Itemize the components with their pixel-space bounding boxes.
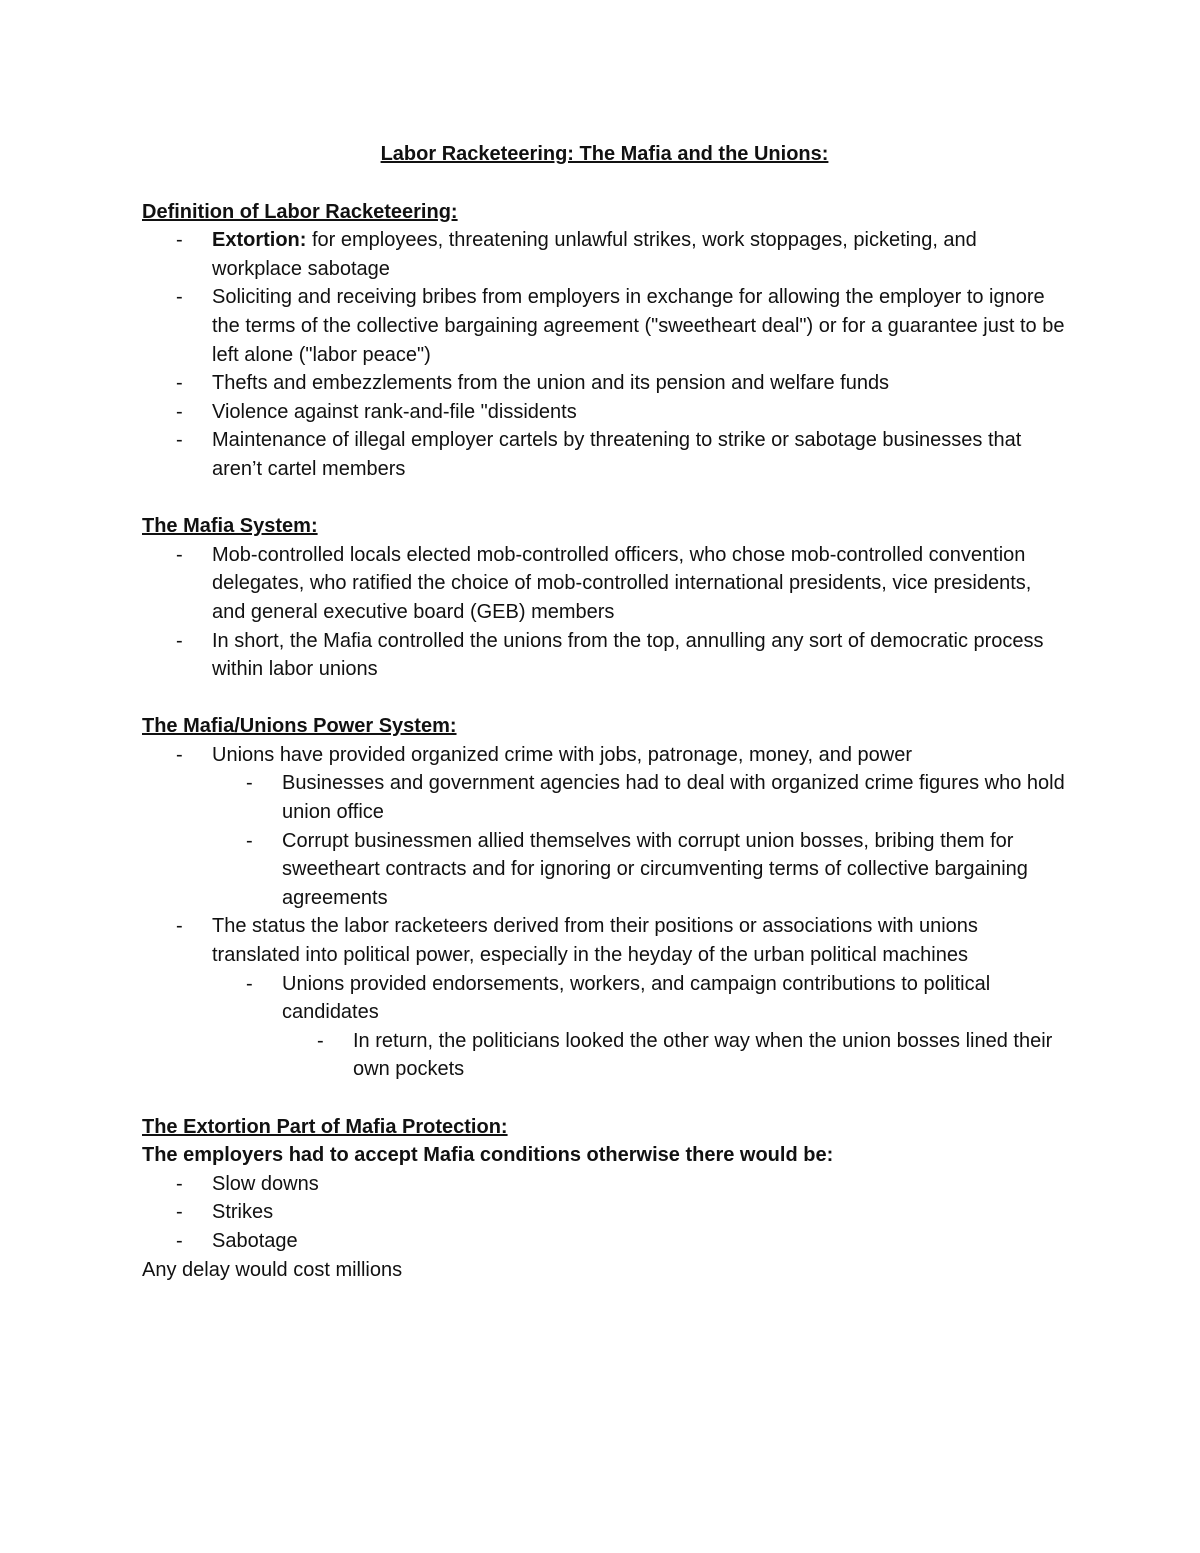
list-item	[142, 541, 1067, 627]
list-item-nested	[142, 769, 1067, 826]
item-text: In short, the Mafia controlled the unions from the top, annulling any sort of democratic process within labor unions	[212, 629, 1044, 681]
bullet-dash: -	[317, 1029, 324, 1052]
item-text: Unions have provided organized crime with jobs, patronage, money, and power	[212, 743, 913, 766]
list-item	[142, 912, 1067, 969]
list-item-nested-deep	[142, 1027, 1067, 1084]
bullet-dash: -	[246, 772, 253, 795]
list-item	[142, 1170, 1067, 1199]
section-heading-power-system: The Mafia/Unions Power System:	[142, 715, 457, 738]
power-system-list	[142, 741, 1067, 1084]
section-heading-mafia-system: The Mafia System:	[142, 515, 318, 538]
item-text: for employees, threatening unlawful strikes, work stoppages, picketing, and workplace sabotage	[212, 229, 977, 280]
document-title: Labor Racketeering: The Mafia and the Unions:	[380, 143, 829, 165]
item-text: In return, the politicians looked the other way when the union bosses lined their own pockets	[353, 1029, 1053, 1081]
bullet-dash: -	[176, 1201, 183, 1224]
closing-line: Any delay would cost millions	[142, 1258, 403, 1281]
item-text: Sabotage	[212, 1229, 298, 1252]
list-item	[142, 741, 1067, 770]
item-text: Corrupt businessmen allied themselves with corrupt union bosses, bribing them for sweetheart contracts and for ignoring or circumventing terms of collective bargaining agreements	[282, 829, 1028, 909]
list-item	[142, 1198, 1067, 1227]
list-item	[142, 283, 1067, 369]
extortion-list	[142, 1170, 1067, 1256]
bullet-dash: -	[176, 229, 183, 252]
bullet-dash: -	[176, 400, 183, 423]
list-item-nested	[142, 827, 1067, 913]
spacer	[142, 684, 1067, 713]
item-lead-term: Extortion:	[212, 229, 307, 252]
item-text: Strikes	[212, 1201, 274, 1224]
section-heading-extortion: The Extortion Part of Mafia Protection:	[142, 1115, 508, 1138]
section-subheading: The employers had to accept Mafia conditions otherwise there would be:	[142, 1144, 834, 1167]
list-item-nested	[142, 970, 1067, 1027]
item-text: Mob-controlled locals elected mob-controlled officers, who chose mob-controlled convention delegates, who ratified the choice of mob-controlled international presidents, vice presidents, and general executive board (GEB) members	[212, 543, 1032, 623]
item-text: Unions provided endorsements, workers, and campaign contributions to political candidates	[282, 972, 991, 1024]
document-page	[142, 140, 1067, 1284]
item-text: The status the labor racketeers derived from their positions or associations with unions translated into political power, especially in the heyday of the urban political machines	[212, 915, 978, 967]
list-item	[142, 1227, 1067, 1256]
list-item	[142, 426, 1067, 483]
bullet-dash: -	[176, 1229, 183, 1252]
list-item	[142, 369, 1067, 398]
list-item	[142, 226, 1067, 283]
bullet-dash: -	[176, 629, 183, 652]
bullet-dash: -	[176, 915, 183, 938]
bullet-dash: -	[246, 972, 253, 995]
item-text: Soliciting and receiving bribes from employers in exchange for allowing the employer to ignore the terms of the collective bargaining agreement ("sweetheart deal") or for a guarantee just to be left alone ("labor peace")	[212, 286, 1065, 366]
item-text: Slow downs	[212, 1172, 319, 1195]
mafia-system-list	[142, 541, 1067, 684]
spacer	[142, 169, 1067, 198]
item-text: Thefts and embezzlements from the union and its pension and welfare funds	[212, 372, 890, 395]
bullet-dash: -	[176, 429, 183, 452]
item-text: Maintenance of illegal employer cartels by threatening to strike or sabotage businesses that aren’t cartel members	[212, 429, 1022, 480]
bullet-dash: -	[176, 543, 183, 566]
definition-list	[142, 226, 1067, 483]
item-text: Violence against rank-and-file "dissidents	[212, 400, 577, 423]
bullet-dash: -	[176, 286, 183, 309]
bullet-dash: -	[176, 743, 183, 766]
bullet-dash: -	[176, 372, 183, 395]
bullet-dash: -	[176, 1172, 183, 1195]
spacer	[142, 484, 1067, 513]
bullet-dash: -	[246, 829, 253, 852]
list-item	[142, 398, 1067, 427]
spacer	[142, 1084, 1067, 1113]
list-item	[142, 627, 1067, 684]
section-heading-definition: Definition of Labor Racketeering:	[142, 200, 458, 223]
item-text: Businesses and government agencies had to deal with organized crime figures who hold union office	[282, 772, 1065, 824]
